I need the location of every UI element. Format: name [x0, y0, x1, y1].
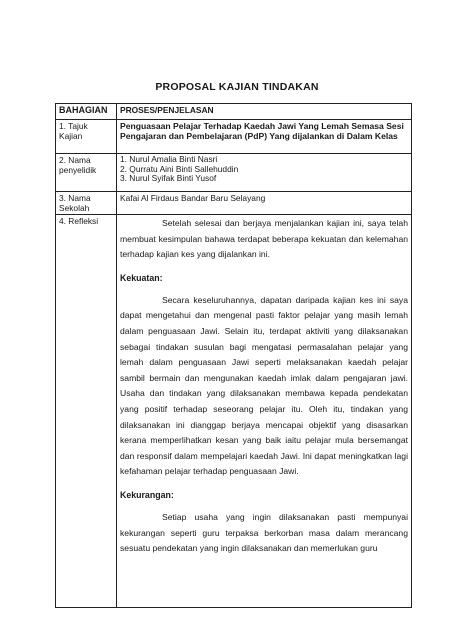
table-header-row	[56, 104, 412, 120]
header-proses-penjelasan: PROSES/PENJELASAN	[117, 104, 412, 120]
row-label-refleksi: 4. Refleksi	[56, 215, 117, 608]
row-label-tajuk: 1. Tajuk Kajian	[56, 120, 117, 154]
row-label-penyelidik: 2. Nama penyelidik	[56, 154, 117, 192]
kekuatan-heading: Kekuatan:	[120, 272, 163, 283]
document-title: PROPOSAL KAJIAN TINDAKAN	[155, 81, 319, 93]
kekurangan-paragraph: Setiap usaha yang ingin dilaksanakan pasti mempunyai kekurangan seperti guru terpaksa berkorban masa dalam merancang sesuatu pendekatan yang ingin dilaksanakan dan memerlukan guru	[120, 511, 408, 554]
table-row	[56, 192, 412, 215]
header-bahagian: BAHAGIAN	[56, 104, 117, 120]
tajuk-kajian-value: Penguasaan Pelajar Terhadap Kaedah Jawi Yang Lemah Semasa Sesi Pengajaran dan Pembelajaran (PdP) Yang dijalankan di Dalam Kelas	[117, 120, 412, 154]
proposal-table	[55, 103, 412, 608]
table-row	[56, 120, 412, 154]
row-label-sekolah: 3. Nama Sekolah	[56, 192, 117, 215]
table-row	[56, 215, 412, 608]
researcher-name: 2. Qurratu Aini Binti Sallehuddin	[120, 163, 239, 174]
researcher-name: 3. Nurul Syifak Binti Yusof	[120, 173, 217, 183]
refleksi-intro-paragraph: Setelah selesai dan berjaya menjalankan kajian ini, saya telah membuat kesimpulan bahawa terdapat beberapa kekuatan dan kelemahan terhadap kajian kes yang dijalankan ini.	[120, 218, 408, 260]
refleksi-content	[117, 215, 412, 608]
table-row	[56, 154, 412, 192]
kekurangan-heading: Kekurangan:	[120, 489, 174, 500]
researcher-list	[117, 154, 412, 192]
kekuatan-paragraph: Secara keseluruhannya, dapatan daripada kajian kes ini saya dapat mengetahui dan mengenal pasti faktor pelajar yang masih lemah dalam penguasaan Jawi. Selain itu, terdapat aktiviti yang dilaksanakan sebagai tindakan susulan bagi mengatasi permasalahan pelajar yang lemah dalam penguasaan Jawi seperti melaksanakan kaedah pelajar sambil bermain dan mengunakan kaedah imlak dalam pengajaran jawi. Usaha dan tindakan yang dilaksanakan membawa kepada pendekatan yang positif terhadap seseorang pelajar itu. Oleh itu, tindakan yang dilaksanakan ini dianggap berjaya mencapai objektif yang disasarkan kerana memperlihatkan kesan yang baik iaitu pelajar mula bersemangat dan responsif dalam mempelajari kaedah Jawi. Ini dapat meningkatkan lagi kefahaman pelajar terhadap penguasaan Jawi.	[120, 294, 408, 477]
school-name-value: Kafai Al Firdaus Bandar Baru Selayang	[117, 192, 412, 215]
researcher-name: 1. Nurul Amalia Binti Nasri	[120, 154, 218, 164]
